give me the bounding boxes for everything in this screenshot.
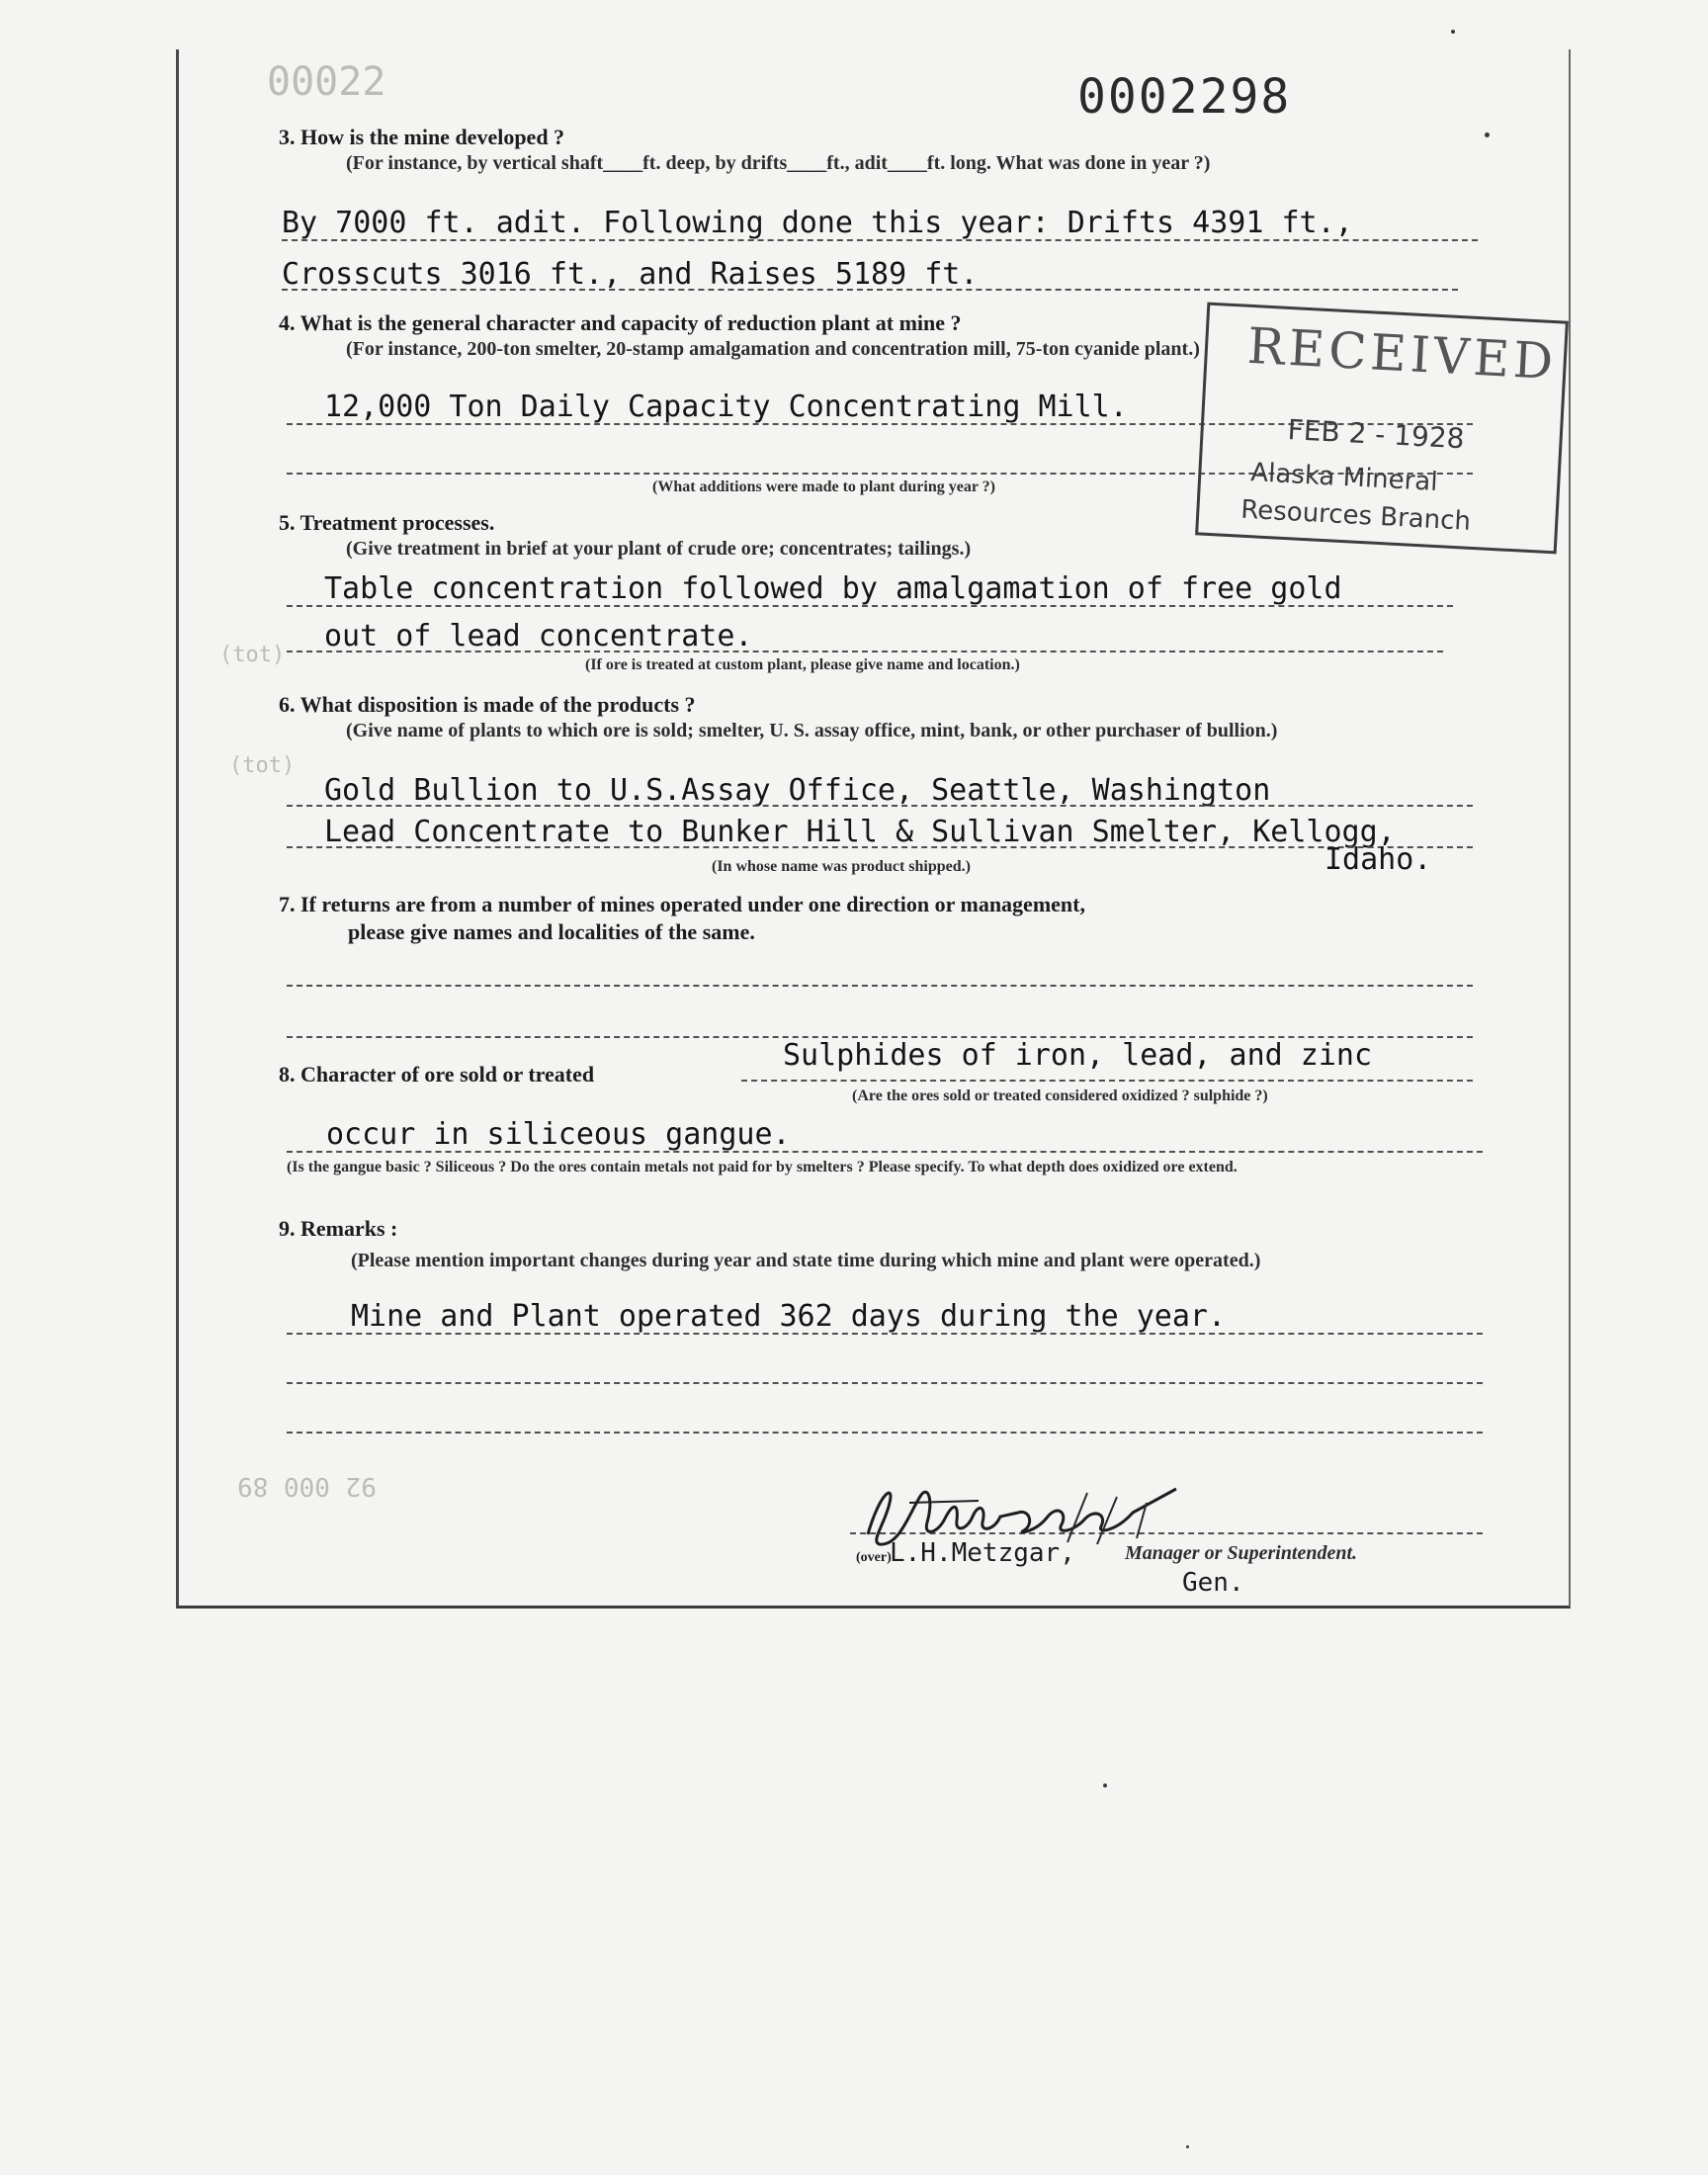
answer-rule	[741, 1080, 1473, 1082]
q6-answer-line2: Lead Concentrate to Bunker Hill & Sullivan Smelter, Kellogg,	[324, 815, 1396, 849]
stamp-received-text: RECEIVED	[1245, 316, 1559, 392]
received-stamp	[1195, 303, 1569, 555]
q9-title: 9. Remarks :	[279, 1216, 398, 1241]
over-label: (over)	[856, 1550, 892, 1565]
answer-rule	[287, 1432, 1483, 1434]
answer-rule	[287, 605, 1453, 607]
answer-rule	[282, 289, 1458, 291]
q8-answer-line2: occur in siliceous gangue.	[326, 1117, 791, 1152]
signer-title: Manager or Superintendent.	[1125, 1542, 1358, 1564]
q3-answer-line2: Crosscuts 3016 ft., and Raises 5189 ft.	[282, 257, 979, 292]
document-number: 0002298	[1077, 69, 1292, 125]
bleed-through-text: (tot)	[219, 643, 286, 667]
q3-answer-line1: By 7000 ft. adit. Following done this year: Drifts 4391 ft.,	[282, 206, 1353, 240]
q4-title: 4. What is the general character and capacity of reduction plant at mine ?	[279, 310, 962, 335]
answer-rule	[287, 846, 1473, 848]
q7-title-line2: please give names and localities of the same.	[348, 919, 755, 944]
q5-help: (Give treatment in brief at your plant of crude ore; concentrates; tailings.)	[346, 538, 972, 560]
q5-answer-line1: Table concentration followed by amalgamation of free gold	[324, 571, 1342, 606]
q4-answer-line1: 12,000 Ton Daily Capacity Concentrating Mill.	[324, 390, 1128, 424]
scan-speck	[1485, 132, 1490, 137]
signer-name: L.H.Metzgar,	[890, 1538, 1075, 1568]
answer-rule	[287, 1333, 1483, 1335]
answer-rule	[287, 1151, 1483, 1153]
answer-rule	[287, 985, 1473, 987]
bleed-through-text: (tot)	[229, 753, 296, 778]
q6-title: 6. What disposition is made of the products ?	[279, 692, 696, 717]
scan-speck	[1103, 1784, 1107, 1787]
answer-rule	[287, 805, 1473, 807]
scan-speck	[1186, 2145, 1189, 2148]
signer-title-prefix: Gen.	[1182, 1568, 1244, 1598]
q6-answer-line1: Gold Bullion to U.S.Assay Office, Seattle, Washington	[324, 773, 1271, 808]
q9-help: (Please mention important changes during year and state time during which mine and plant were operated.)	[351, 1250, 1261, 1271]
q9-answer-line1: Mine and Plant operated 362 days during the year.	[351, 1299, 1227, 1334]
stamp-line1: Alaska Mineral	[1249, 458, 1439, 498]
answer-rule	[287, 651, 1443, 652]
q6-answer-line3: Idaho.	[1324, 842, 1432, 877]
q6-help: (Give name of plants to which ore is sold; smelter, U. S. assay office, mint, bank, or other purchaser of bullion.)	[346, 720, 1278, 741]
q8-answer-line1: Sulphides of iron, lead, and zinc	[783, 1038, 1373, 1073]
stamp-date: FEB 2 - 1928	[1286, 413, 1466, 456]
q4-help: (For instance, 200-ton smelter, 20-stamp amalgamation and concentration mill, 75-ton cyanide plant.)	[346, 338, 1200, 360]
q5-caption: (If ore is treated at custom plant, please give name and location.)	[585, 656, 1020, 673]
q5-title: 5. Treatment processes.	[279, 510, 495, 535]
answer-rule	[282, 239, 1478, 241]
bleed-through-text: 00022	[267, 59, 386, 105]
q7-title: 7. If returns are from a number of mines operated under one direction or management,	[279, 892, 1085, 916]
q8-caption1: (Are the ores sold or treated considered oxidized ? sulphide ?)	[852, 1088, 1268, 1104]
bleed-through-text: 92 000 89	[237, 1471, 377, 1501]
scan-speck	[1451, 30, 1455, 34]
q6-caption: (In whose name was product shipped.)	[712, 858, 971, 875]
q8-caption2: (Is the gangue basic ? Siliceous ? Do the ores contain metals not paid for by smelters ? Please specify. To what depth does oxidized ore extend.	[287, 1159, 1238, 1175]
q8-title: 8. Character of ore sold or treated	[279, 1062, 595, 1087]
q4-caption: (What additions were made to plant during year ?)	[652, 478, 995, 495]
answer-rule	[287, 1382, 1483, 1384]
q5-answer-line2: out of lead concentrate.	[324, 619, 753, 653]
q3-help: (For instance, by vertical shaft____ft. deep, by drifts____ft., adit____ft. long. What was done in year ?)	[346, 152, 1211, 174]
q3-title: 3. How is the mine developed ?	[279, 125, 565, 149]
stamp-line2: Resources Branch	[1239, 494, 1472, 537]
